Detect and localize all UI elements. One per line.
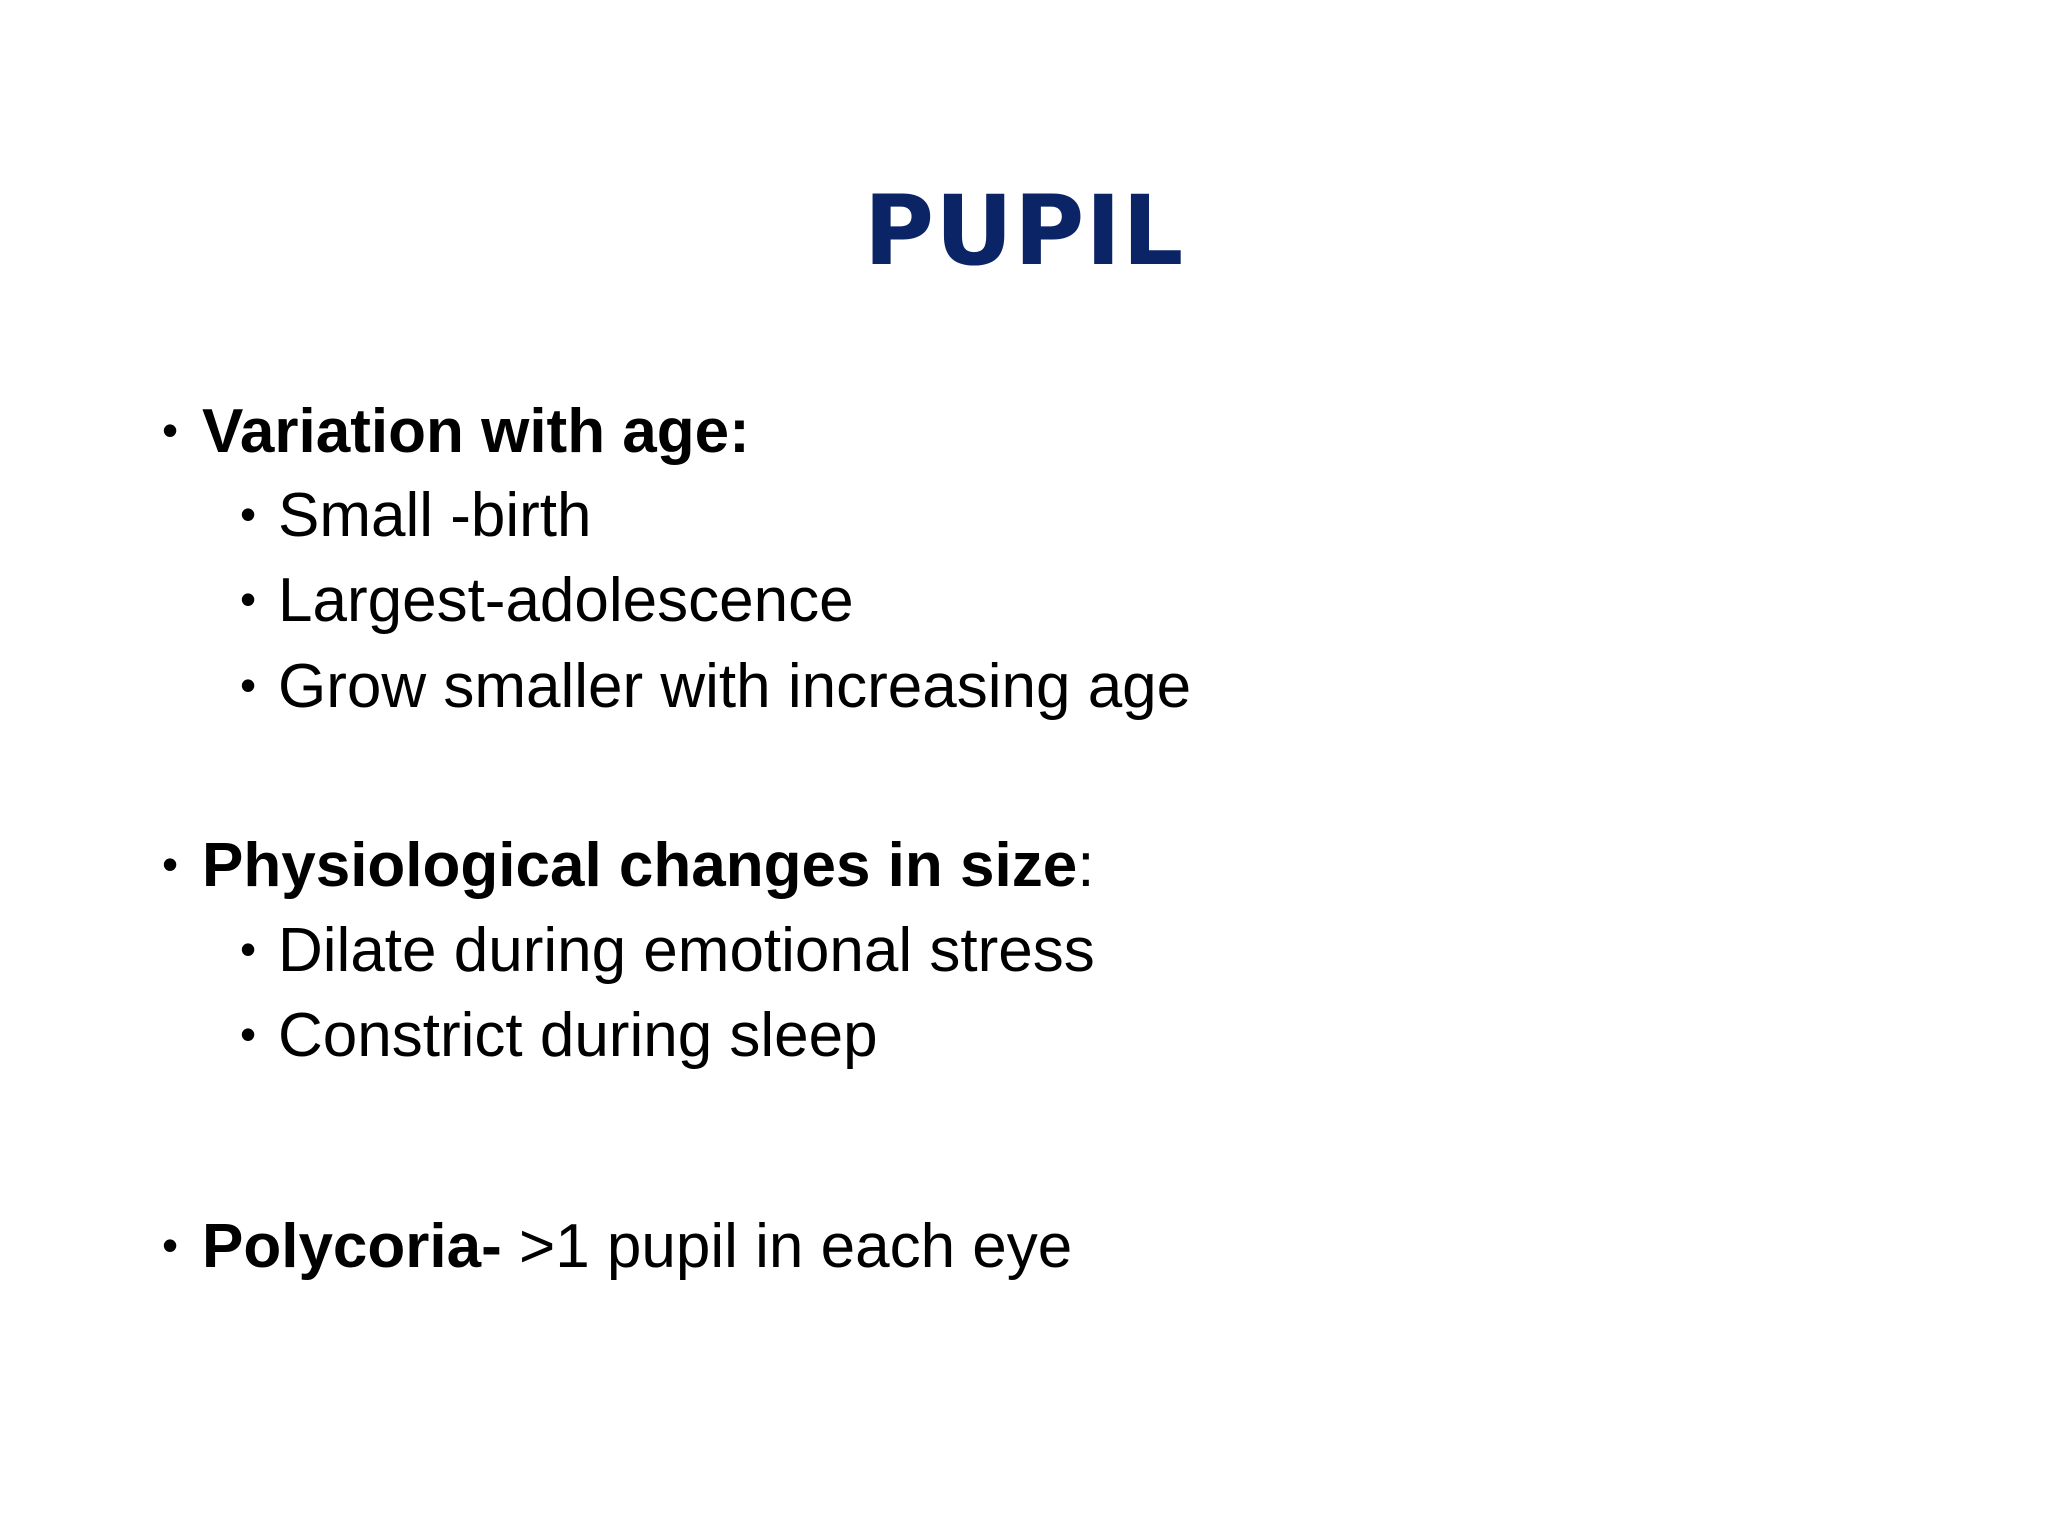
sub-bullet-text: Constrict during sleep: [278, 1001, 878, 1070]
heading-suffix: :: [1077, 831, 1095, 900]
bullet-heading-polycoria: [162, 1207, 1072, 1285]
bullet-heading-physiological-changes: [162, 826, 1094, 904]
heading-text: Physiological changes in size: [202, 831, 1078, 900]
sub-bullet-item: [240, 561, 854, 639]
heading-text: Polycoria-: [202, 1212, 502, 1281]
sub-bullet-text: Grow smaller with increasing age: [278, 652, 1192, 721]
bullet-icon: •: [240, 923, 257, 975]
bullet-icon: •: [162, 838, 179, 890]
bullet-heading-variation-with-age: [162, 392, 750, 470]
sub-bullet-text: Dilate during emotional stress: [278, 916, 1095, 985]
sub-bullet-item: [240, 647, 1191, 725]
slide-title: PUPIL: [863, 175, 1185, 287]
bullet-icon: •: [240, 1008, 257, 1060]
bullet-icon: •: [240, 573, 257, 625]
sub-bullet-item: [240, 476, 592, 554]
sub-bullet-text: Largest-adolescence: [278, 566, 854, 635]
bullet-icon: •: [240, 659, 257, 711]
heading-text: Variation with age:: [202, 397, 750, 466]
sub-bullet-item: [240, 996, 878, 1074]
bullet-icon: •: [162, 404, 179, 456]
bullet-icon: •: [240, 488, 257, 540]
sub-bullet-text: Small -birth: [278, 481, 592, 550]
bullet-icon: •: [162, 1219, 179, 1271]
sub-bullet-item: [240, 911, 1095, 989]
heading-suffix: >1 pupil in each eye: [501, 1212, 1073, 1281]
